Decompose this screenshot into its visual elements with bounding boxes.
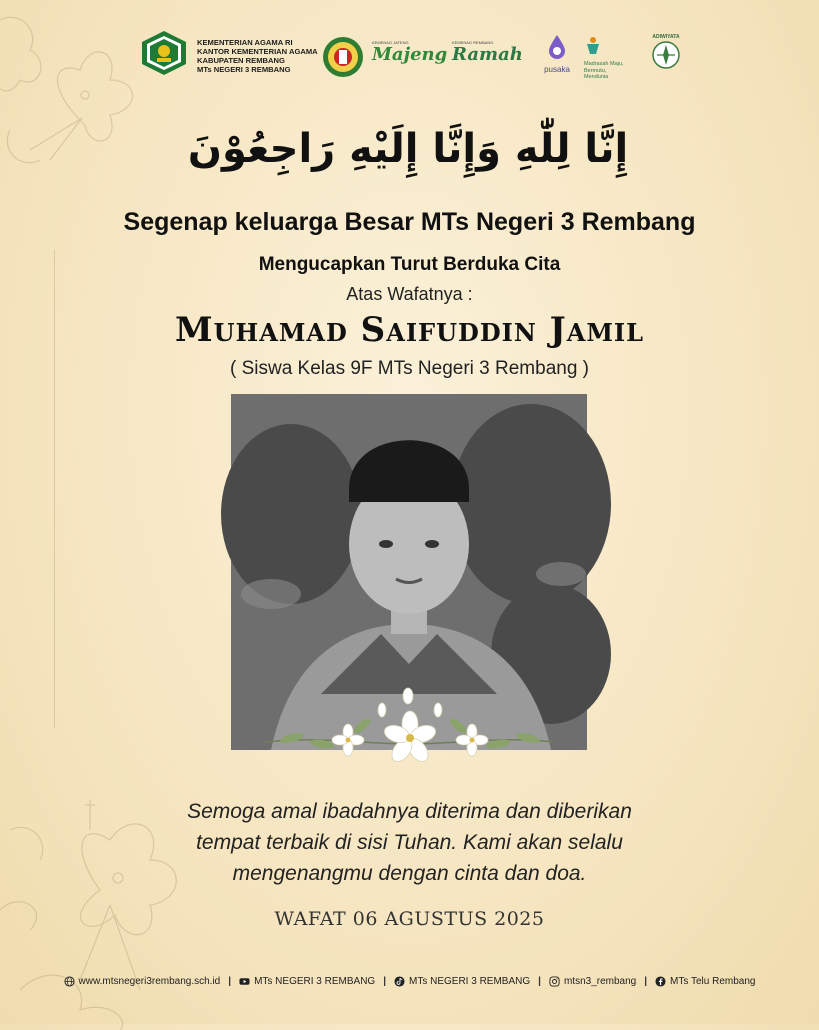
instagram-label: mtsn3_rembang bbox=[563, 975, 637, 987]
mts-logo bbox=[322, 36, 364, 78]
death-date: WAFAT 06 AGUSTUS 2025 bbox=[274, 908, 545, 930]
facebook-label: MTs Telu Rembang bbox=[670, 975, 756, 987]
footer-separator: | bbox=[228, 975, 232, 987]
tiktok-label: MTs NEGERI 3 REMBANG bbox=[409, 975, 531, 987]
website-link[interactable] bbox=[64, 976, 221, 987]
kemenag-logo bbox=[141, 30, 187, 76]
footer-separator: | bbox=[644, 975, 648, 987]
condolence-heading: Mengucapkan Turut Berduka Cita bbox=[258, 254, 561, 275]
facebook-icon bbox=[655, 976, 666, 987]
globe-icon bbox=[64, 976, 75, 987]
tiktok-link[interactable] bbox=[394, 976, 530, 987]
arabic-calligraphy bbox=[187, 110, 629, 186]
instagram-icon bbox=[549, 976, 560, 987]
pusaka-logo: pusaka bbox=[540, 34, 574, 78]
madrasah-maju-logo: Madrasah Maju, Bermutu, Mendunia bbox=[584, 36, 642, 78]
youtube-label: MTs NEGERI 3 REMBANG bbox=[254, 975, 376, 987]
footer-separator: | bbox=[538, 975, 541, 987]
tiktok-icon bbox=[394, 976, 405, 987]
family-heading: Segenap keluarga Besar MTs Negeri 3 Rembang bbox=[123, 208, 696, 236]
adiwiyata-logo: ADIWIYATA bbox=[646, 34, 686, 74]
pusaka-drop-icon bbox=[547, 34, 567, 60]
deceased-name: Muhamad Saifuddin Jamil bbox=[174, 310, 645, 350]
prayer-text: Semoga amal ibadahnya diterima dan diberikan tempat terbaik di sisi Tuhan. Kami akan selalu mengenangmu dengan cinta dan doa. bbox=[187, 800, 632, 885]
adiwiyata-emblem-icon bbox=[651, 40, 681, 70]
madrasah-figure-icon bbox=[584, 36, 602, 56]
youtube-link[interactable] bbox=[239, 976, 375, 987]
footer-separator: | bbox=[383, 975, 387, 987]
website-label: www.mtsnegeri3rembang.sch.id bbox=[78, 975, 221, 987]
arabic-text: إِنَّا لِلّٰهِ وَإِنَّا إِلَيْهِ رَاجِعُوْنَ bbox=[187, 126, 629, 172]
floral-ornament bbox=[262, 686, 558, 776]
deceased-role: ( Siswa Kelas 9F MTs Negeri 3 Rembang ) bbox=[229, 358, 589, 379]
instagram-link[interactable] bbox=[549, 976, 636, 987]
facebook-link[interactable] bbox=[655, 976, 755, 987]
passing-label: Atas Wafatnya : bbox=[346, 284, 473, 304]
youtube-icon bbox=[239, 976, 250, 987]
kemenag-institution-text: KEMENTERIAN AGAMA RI KANTOR KEMENTERIAN AGAMA KABUPATEN REMBANG MTs NEGERI 3 REMBANG bbox=[197, 38, 318, 74]
social-footer bbox=[0, 972, 819, 990]
header-logos bbox=[0, 28, 819, 88]
ramah-logo: KEMENAG REMBANG Ramah bbox=[452, 40, 523, 65]
majeng-logo: KEMENAG JATENG Majeng bbox=[372, 40, 448, 65]
